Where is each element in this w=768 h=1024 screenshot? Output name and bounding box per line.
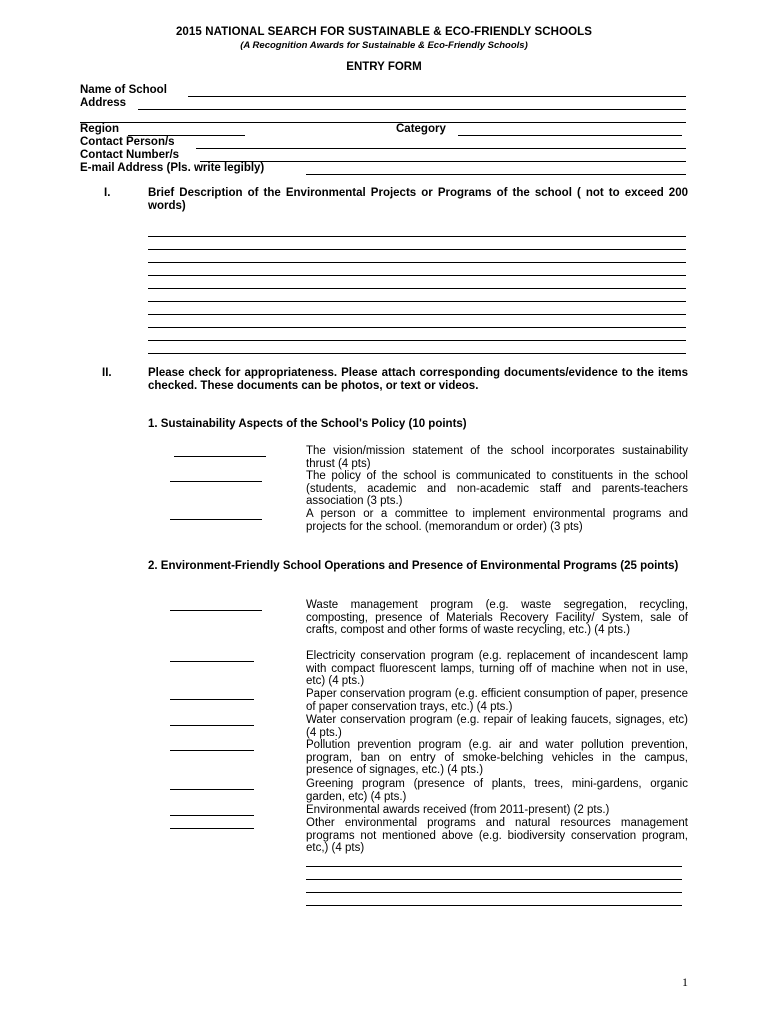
operations-item: Paper conservation program (e.g. efficient consumption of paper, presence of paper conservation trays, etc.) (4 pts.)	[306, 688, 688, 713]
checkbox-blank[interactable]	[170, 699, 254, 700]
description-line[interactable]	[148, 353, 686, 354]
description-line[interactable]	[148, 340, 686, 341]
email-field[interactable]	[306, 174, 686, 175]
description-line[interactable]	[148, 236, 686, 237]
checkbox-blank[interactable]	[170, 610, 262, 611]
address-field-line-2[interactable]	[80, 122, 686, 123]
other-programs-line[interactable]	[306, 892, 682, 893]
operations-item: Pollution prevention program (e.g. air and water pollution prevention, program, ban on entry of smoke-belching vehicles in the campus, presence of signages, etc.) (4 pts.)	[306, 739, 688, 777]
checkbox-blank[interactable]	[170, 725, 254, 726]
document-title: 2015 NATIONAL SEARCH FOR SUSTAINABLE & ECO-FRIENDLY SCHOOLS	[175, 26, 593, 38]
checkbox-blank[interactable]	[174, 456, 266, 457]
region-label: Region	[80, 123, 119, 135]
description-line[interactable]	[148, 288, 686, 289]
section-2-heading: Please check for appropriateness. Please attach corresponding documents/evidence to the items checked. These documents can be photos, or text or videos.	[148, 367, 688, 392]
policy-item: The vision/mission statement of the school incorporates sustainability thrust (4 pts)	[306, 445, 688, 470]
operations-item: Other environmental programs and natural resources management programs not mentioned above (e.g. biodiversity conservation program, etc,) (4 pts)	[306, 817, 688, 855]
name-of-school-label: Name of School	[80, 84, 167, 96]
contact-person-label: Contact Person/s	[80, 136, 175, 148]
subsection-1-title: 1. Sustainability Aspects of the School's Policy (10 points)	[148, 418, 467, 430]
other-programs-line[interactable]	[306, 905, 682, 906]
document-subtitle: (A Recognition Awards for Sustainable & Eco-Friendly Schools)	[240, 40, 528, 51]
name-of-school-field[interactable]	[188, 96, 686, 97]
section-2-number: II.	[102, 367, 112, 379]
contact-number-field[interactable]	[200, 161, 686, 162]
checkbox-blank[interactable]	[170, 750, 254, 751]
checkbox-blank[interactable]	[170, 481, 262, 482]
operations-item: Greening program (presence of plants, trees, mini-gardens, organic garden, etc) (4 pts.)	[306, 778, 688, 803]
contact-person-field[interactable]	[196, 148, 686, 149]
operations-item: Environmental awards received (from 2011-present) (2 pts.)	[306, 804, 610, 816]
description-line[interactable]	[148, 262, 686, 263]
category-field[interactable]	[458, 135, 682, 136]
address-label: Address	[80, 97, 127, 109]
other-programs-line[interactable]	[306, 879, 682, 880]
section-1-heading: Brief Description of the Environmental Projects or Programs of the school ( not to exceed 200 words)	[148, 187, 688, 212]
policy-item: A person or a committee to implement environmental programs and projects for the school. (memorandum or order) (3 pts)	[306, 508, 688, 533]
category-label: Category	[396, 123, 446, 135]
subsection-2-title: 2. Environment-Friendly School Operations and Presence of Environmental Programs (25 points)	[148, 560, 679, 572]
form-title: ENTRY FORM	[346, 61, 422, 73]
checkbox-blank[interactable]	[170, 815, 254, 816]
email-label: E-mail Address (Pls. write legibly)	[80, 162, 265, 174]
operations-item: Waste management program (e.g. waste segregation, recycling, composting, presence of Materials Recovery Facility/ System, sale of crafts, compost and other forms of waste recycling, etc.) (4 pts.)	[306, 599, 688, 637]
contact-number-label: Contact Number/s	[80, 149, 180, 161]
operations-item: Water conservation program (e.g. repair of leaking faucets, signages, etc) (4 pts.)	[306, 714, 688, 739]
description-line[interactable]	[148, 314, 686, 315]
checkbox-blank[interactable]	[170, 519, 262, 520]
operations-item: Electricity conservation program (e.g. replacement of incandescent lamp with compact fluorescent lamps, turning off of machine when not in use, etc) (4 pts.)	[306, 650, 688, 688]
description-line[interactable]	[148, 275, 686, 276]
checkbox-blank[interactable]	[170, 661, 254, 662]
policy-item: The policy of the school is communicated to constituents in the school (students, academic and non-academic staff and parents-teachers association (3 pts.)	[306, 470, 688, 508]
other-programs-line[interactable]	[306, 866, 682, 867]
checkbox-blank[interactable]	[170, 789, 254, 790]
address-field[interactable]	[138, 109, 686, 110]
description-line[interactable]	[148, 327, 686, 328]
description-line[interactable]	[148, 249, 686, 250]
page-number: 1	[682, 975, 688, 989]
checkbox-blank[interactable]	[170, 828, 254, 829]
section-1-number: I.	[104, 187, 111, 199]
description-line[interactable]	[148, 301, 686, 302]
